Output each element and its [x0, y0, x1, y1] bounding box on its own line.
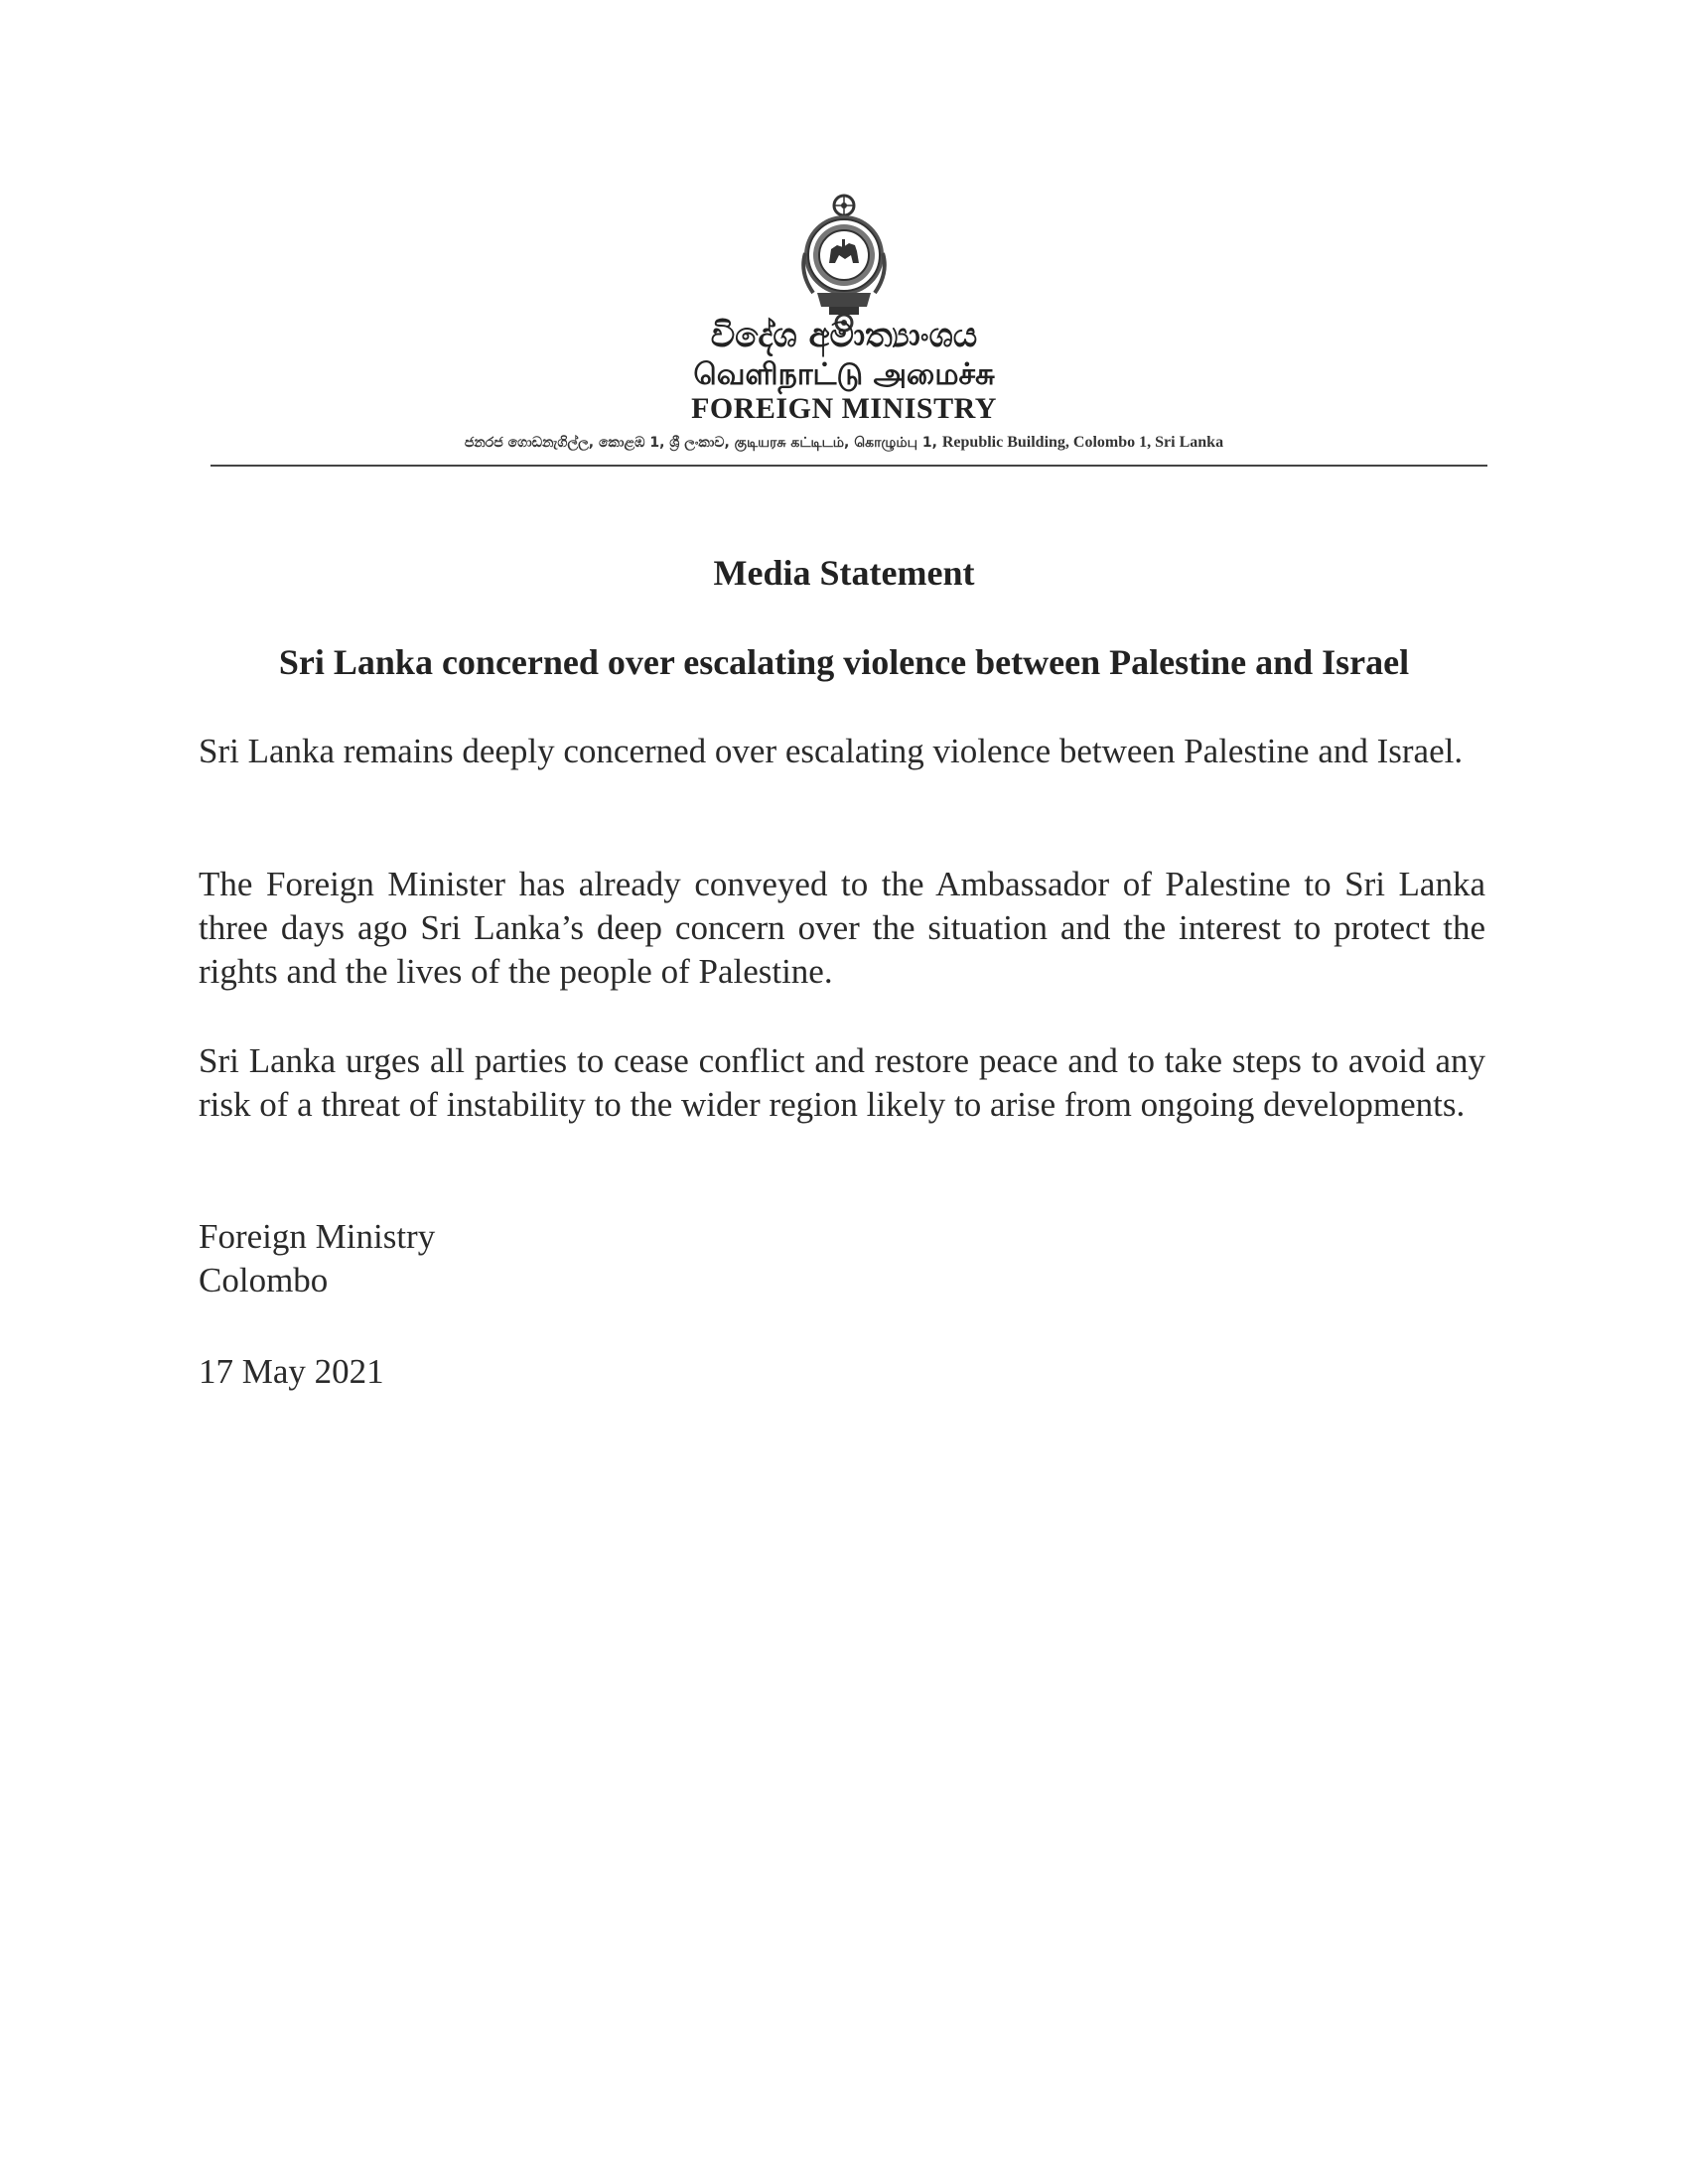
statement-date: [199, 1350, 1485, 1394]
date-text: 17 May 2021: [199, 1352, 384, 1391]
paragraph-3: Sri Lanka urges all parties to cease conflict and restore peace and to take steps to avoid any risk of a threat of instability to the wider region likely to arise from ongoing developments.: [199, 1041, 1485, 1124]
paragraph-1: Sri Lanka remains deeply concerned over escalating violence between Palestine and Israel.: [199, 732, 1464, 770]
address-english: Republic Building, Colombo 1, Sri Lanka: [941, 434, 1224, 451]
letterhead-english-name: FOREIGN MINISTRY: [691, 392, 997, 425]
signature-city: Colombo: [199, 1261, 329, 1299]
national-emblem-icon: [799, 194, 889, 333]
statement-heading: Media Statement: [713, 553, 975, 593]
letterhead-address: [0, 434, 1688, 453]
letterhead-divider: [211, 465, 1487, 467]
paragraph-2: The Foreign Minister has already conveyed to the Ambassador of Palestine to Sri Lanka three days ago Sri Lanka’s deep concern over the situation and the interest to protect the rights and the lives of the people of Palestine.: [199, 865, 1485, 991]
letterhead: [0, 0, 1688, 477]
address-local: ජනරජ ගොඩනැගිල්ල, කොළඹ 1, ශ්‍රී ලංකාව, குடியரசு கட்டிடம், கொழும்பு 1,: [464, 435, 942, 451]
signature-block: [199, 1215, 1485, 1302]
signature-org: Foreign Ministry: [199, 1217, 436, 1256]
statement-title: Sri Lanka concerned over escalating violence between Palestine and Israel: [278, 642, 1410, 682]
letterhead-sinhala-name: විදේශ අමාත්‍යාංශය: [710, 316, 978, 355]
letterhead-tamil-name: வெளிநாட்டு அமைச்சு: [693, 357, 995, 392]
